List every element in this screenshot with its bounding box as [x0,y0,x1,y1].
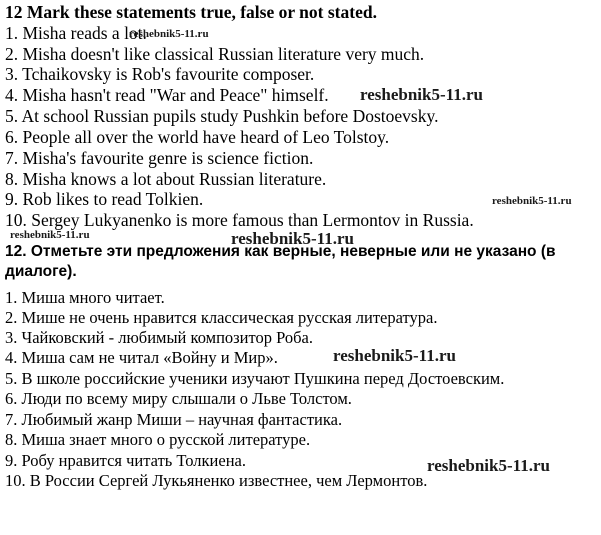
english-item-9: 9. Rob likes to read Tolkien. [5,189,204,209]
russian-item-8: 8. Миша знает много о русской литературе. [5,430,311,449]
russian-item-5: 5. В школе российские ученики изучают Пушкина перед Достоевским. [5,369,505,388]
watermark: reshebnik5-11.ru [129,28,209,40]
russian-item-2: 2. Мише не очень нравится классическая русская литература. [5,308,438,327]
watermark: reshebnik5-11.ru [360,85,483,104]
watermark: reshebnik5-11.ru [492,195,572,207]
english-item-5: 5. At school Russian pupils study Pushkin before Dostoevsky. [5,106,439,126]
english-item-1: 1. Misha reads a lot. [5,23,147,43]
watermark: reshebnik5-11.ru [10,229,90,241]
english-item-3: 3. Tchaikovsky is Rob's favourite composer. [5,64,315,84]
english-item-8: 8. Misha knows a lot about Russian literature. [5,169,327,189]
russian-item-3: 3. Чайковский - любимый композитор Роба. [5,328,313,347]
russian-item-10: 10. В России Сергей Лукьяненко известнее, чем Лермонтов. [5,471,428,490]
watermark: reshebnik5-11.ru [427,456,550,475]
russian-heading: 12. Отметьте эти предложения как верные, неверные или не указано (в диалоге). [5,243,556,280]
english-item-6: 6. People all over the world have heard of Leo Tolstoy. [5,127,390,147]
english-item-4: 4. Misha hasn't read "War and Peace" himself. [5,85,329,105]
english-heading: 12 Mark these statements true, false or not stated. [5,2,377,22]
english-item-7: 7. Misha's favourite genre is science fiction. [5,148,314,168]
russian-item-7: 7. Любимый жанр Миши – научная фантастика. [5,410,343,429]
russian-item-6: 6. Люди по всему миру слышали о Льве Толстом. [5,389,352,408]
russian-item-9: 9. Робу нравится читать Толкиена. [5,451,246,470]
russian-item-4: 4. Миша сам не читал «Войну и Мир». [5,348,278,367]
english-item-10: 10. Sergey Lukyanenko is more famous than Lermontov in Russia. [5,210,474,230]
english-item-2: 2. Misha doesn't like classical Russian literature very much. [5,44,425,64]
watermark: reshebnik5-11.ru [231,229,354,248]
watermark: reshebnik5-11.ru [333,346,456,365]
russian-item-1: 1. Миша много читает. [5,288,165,307]
